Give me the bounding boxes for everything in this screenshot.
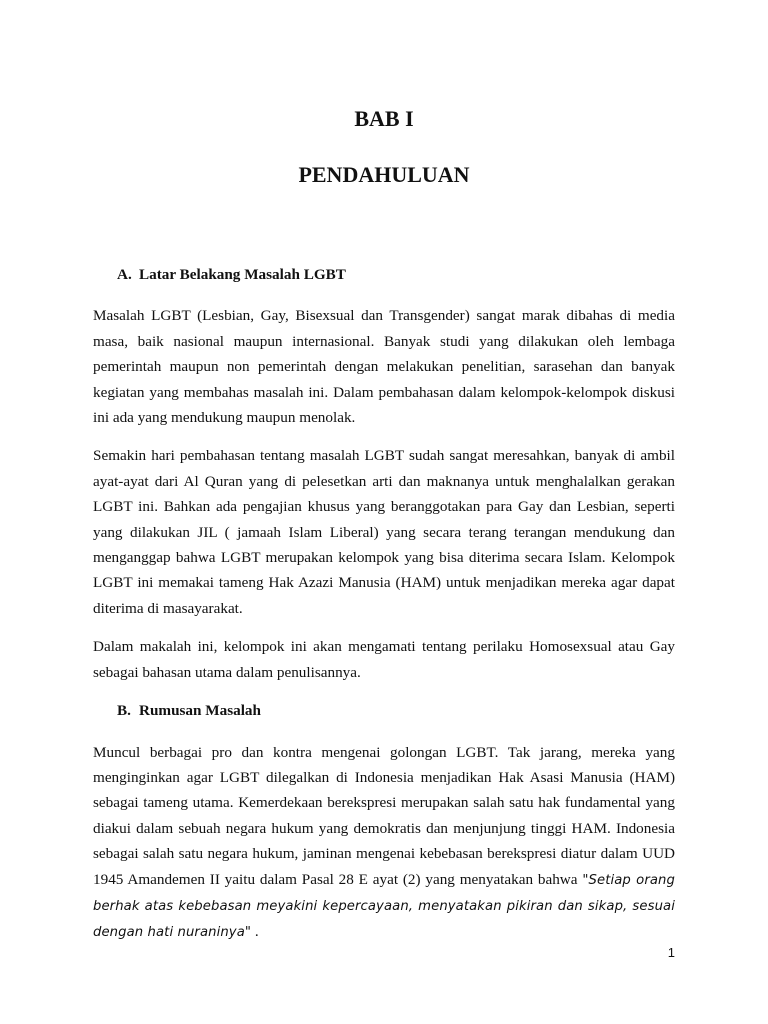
paragraph <box>93 740 675 946</box>
paragraph-text: Muncul berbagai pro dan kontra mengenai golongan LGBT. Tak jarang, mereka yang menginginkan agar LGBT dilegalkan di Indonesia menjadikan Hak Asasi Manusia (HAM) sebagai tameng utama. Kemerdekaan berekspresi merupakan salah satu hak fundamental yang diakui dalam sebuah negara hukum yang demokratis dan menjunjung tinggi HAM. Indonesia sebagai salah satu negara hukum, jaminan mengenai kebebasan berekspresi diatur dalam UUD 1945 Amandemen II yaitu dalam Pasal 28 E ayat (2) yang menyatakan bahwa <box>93 743 675 888</box>
paragraph: Semakin hari pembahasan tentang masalah LGBT sudah sangat meresahkan, banyak di ambil ayat-ayat dari Al Quran yang di pelesetkan arti dan maknanya untuk menghalalkan gerakan LGBT ini. Bahkan ada pengajian khusus yang beranggotakan para Gay dan Lesbian, seperti yang dilakukan JIL ( jamaah Islam Liberal) yang secara terang terangan mendukung dan menganggap bahwa LGBT merupakan kelompok yang bisa diterima secara Islam. Kelompok LGBT ini memakai tameng Hak Azazi Manusia (HAM) untuk menjadikan mereka agar dapat diterima di masayarakat. <box>93 447 675 617</box>
section-a-title: Latar Belakang Masalah LGBT <box>139 266 346 283</box>
constitution-quote: "Setiap orang berhak atas kebebasan meyakini kepercayaan, menyatakan pikiran dan sikap, sesuai dengan hati nuraninya" <box>93 872 675 941</box>
section-b-marker: B. <box>117 702 131 720</box>
paragraph: Masalah LGBT (Lesbian, Gay, Bisexsual dan Transgender) sangat marak dibahas di media masa, baik nasional maupun internasional. Banyak studi yang dilakukan oleh lembaga pemerintah maupun non pemerintah dengan melakukan penelitian, sarasehan dan banyak kegiatan yang membahas masalah ini. Dalam pembahasan dalam kelompok-kelompok diskusi ini ada yang mendukung maupun menolak. <box>93 307 675 427</box>
chapter-number: BAB I <box>354 106 414 131</box>
document-body <box>93 262 675 959</box>
section-a-heading <box>93 262 675 287</box>
section-b-heading <box>93 698 675 723</box>
section-b-title: Rumusan Masalah <box>139 702 261 720</box>
paragraph: Dalam makalah ini, kelompok ini akan mengamati tentang perilaku Homosexsual atau Gay sebagai bahasan utama dalam penulisannya. <box>93 638 675 681</box>
section-a-marker: A. <box>117 266 132 283</box>
chapter-title: PENDAHULUAN <box>298 162 470 187</box>
page-number: 1 <box>667 945 675 960</box>
paragraph-end: . <box>251 923 259 941</box>
